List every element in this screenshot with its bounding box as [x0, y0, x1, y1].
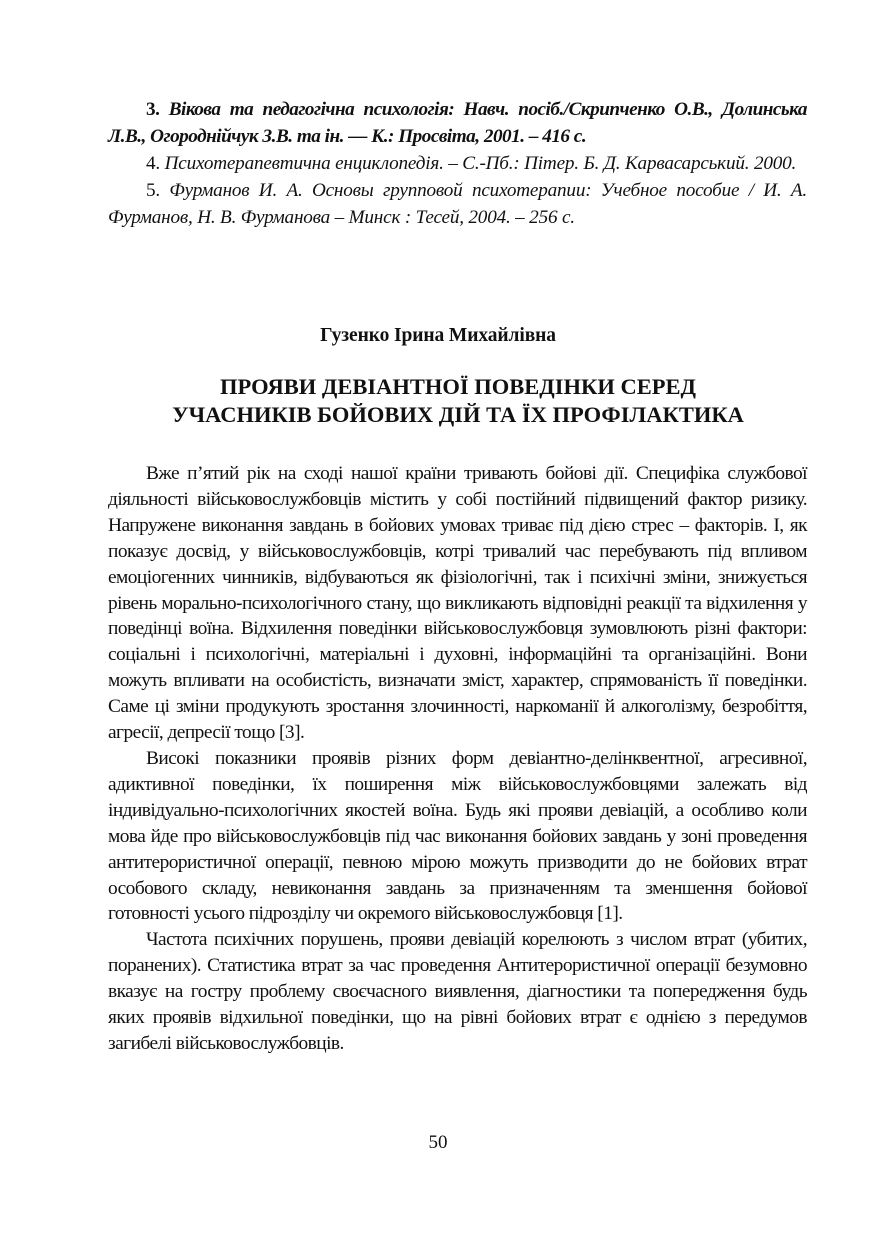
reference-text: Фурманов И. А. Основы групповой психотерапии: Учебное пособие / И. А. Фурманов, Н. В. Фурманова – Минск : Тесей, 2004. – 256 с.: [108, 180, 807, 228]
article-author: Гузенко Ірина Михайлівна: [320, 325, 556, 346]
article-body: [108, 461, 807, 1057]
body-paragraph: Високі показники проявів різних форм девіантно-делінквентної, агресивної, адиктивної поведінки, їх поширення між військовослужбовцями залежать від індивідуально-психологічних якостей воїна. Будь які прояви девіацій, а особливо коли мова йде про військовослужбовців під час виконання бойових завдань у зоні проведення антитерористичної операції, певною мірою можуть призводити до не бойових втрат особового складу, невиконання завдань за призначенням та зменшення бойової готовності усього підрозділу чи окремого військовослужбовця [1].: [108, 747, 807, 925]
body-paragraph: Вже п’ятий рік на сході нашої країни тривають бойові дії. Специфіка службової діяльності військовослужбовців містить у собі постійний підвищений фактор ризику. Напружене виконання завдань в бойових умовах триває під дією стрес – факторів. І, як показує досвід, у військовослужбовців, котрі тривалий час перебувають під впливом емоціогенних чинників, відбуваються як фізіологічні, так і психічні зміни, знижується рівень морально-психологічного стану, що викликають відповідні реакції та відхилення у поведінці воїна. Відхилення поведінки військовослужбовця зумовлюють різні фактори: соціальні і психологічні, матеріальні і духовні, інформаційні та організаційні. Вони можуть впливати на особистість, визначати зміст, характер, спрямованість її поведінки. Саме ці зміни продукують зростання злочинності, наркоманії й алкоголізму, безробіття, агресії, депресії тощо [3].: [108, 463, 807, 744]
article-title: [100, 373, 816, 429]
reference-text: Психотерапевтична енциклопедія. – С.-Пб.: Пітер. Б. Д. Карвасарський. 2000.: [164, 153, 797, 174]
reference-list: [108, 96, 807, 231]
reference-item: [108, 96, 807, 150]
article-title-line: УЧАСНИКІВ БОЙОВИХ ДІЙ ТА ЇХ ПРОФІЛАКТИКА: [172, 402, 744, 427]
reference-text: Вікова та педагогічна психологія: Навч. посіб./Скрипченко О.В., Долинська Л.В., Огороднійчук З.В. та ін. — К.: Просвіта, 2001. – 416 с.: [108, 99, 808, 147]
page-number: 50: [428, 1132, 448, 1153]
article-title-line: ПРОЯВИ ДЕВІАНТНОЇ ПОВЕДІНКИ СЕРЕД: [220, 374, 696, 399]
reference-number: 3.: [146, 99, 160, 120]
reference-item: [108, 150, 807, 177]
reference-number: 5.: [146, 180, 160, 201]
reference-item: [108, 177, 807, 231]
reference-number: 4.: [146, 153, 160, 174]
body-paragraph: Частота психічних порушень, прояви девіацій корелюють з числом втрат (убитих, поранених). Статистика втрат за час проведення Антитерористичної операції безумовно вказує на гостру проблему своєчасного виявлення, діагностики та попередження будь яких проявів відхильної поведінки, що на рівні бойових втрат є однією з передумов загибелі військовослужбовців.: [108, 929, 807, 1054]
